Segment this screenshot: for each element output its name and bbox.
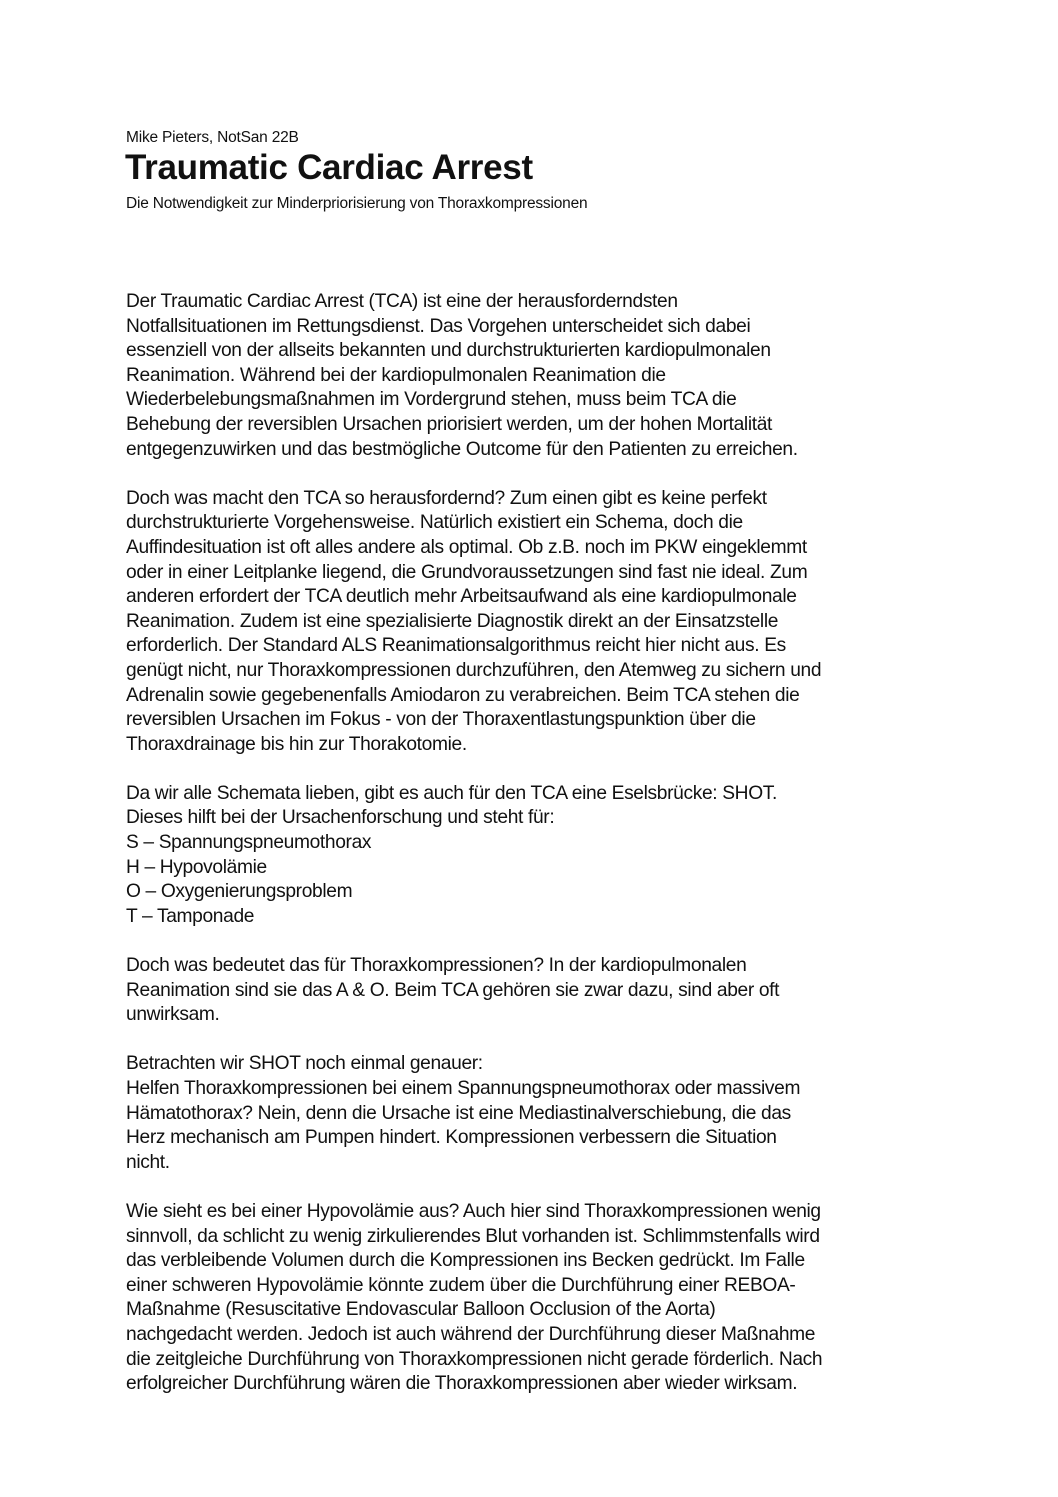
text-line: das verbleibende Volumen durch die Kompressionen ins Becken gedrückt. Im Falle	[126, 1250, 805, 1272]
text-line: nicht.	[126, 1151, 170, 1173]
text-line: Helfen Thoraxkompressionen bei einem Spannungspneumothorax oder massivem	[126, 1078, 801, 1099]
text-line: Hämatothorax? Nein, denn die Ursache ist eine Mediastinalverschiebung, die das	[126, 1102, 791, 1124]
text-line: Wie sieht es bei einer Hypovolämie aus? Auch hier sind Thoraxkompressionen wenig	[126, 1200, 821, 1222]
text-line: Der Traumatic Cardiac Arrest (TCA) ist eine der herausforderndsten	[126, 291, 678, 312]
document-subtitle: Die Notwendigkeit zur Minderpriorisierung von Thoraxkompressionen	[126, 195, 588, 212]
text-line: erforderlich. Der Standard ALS Reanimationsalgorithmus reicht hier nicht aus. Es	[126, 635, 786, 657]
text-line: einer schweren Hypovolämie könnte zudem über die Durchführung einer REBOA-	[126, 1274, 796, 1296]
text-line: Betrachten wir SHOT noch einmal genauer:	[126, 1053, 483, 1075]
text-line: Maßnahme (Resuscitative Endovascular Balloon Occlusion of the Aorta)	[126, 1299, 716, 1321]
shot-item-o: O – Oxygenierungsproblem	[126, 881, 353, 903]
text-line: Herz mechanisch am Pumpen hindert. Kompressionen verbessern die Situation	[126, 1127, 777, 1149]
shot-item-s: S – Spannungspneumothorax	[126, 832, 372, 854]
paragraph-shot-detail	[126, 1052, 946, 1175]
text-line: die zeitgleiche Durchführung von Thoraxkompressionen nicht gerade förderlich. Nach	[126, 1348, 823, 1370]
text-line: Da wir alle Schemata lieben, gibt es auch für den TCA eine Eselsbrücke: SHOT.	[126, 782, 777, 804]
text-line: reversiblen Ursachen im Fokus - von der Thoraxentlastungspunktion über die	[126, 709, 756, 731]
text-line: entgegenzuwirken und das bestmögliche Outcome für den Patienten zu erreichen.	[126, 438, 798, 460]
text-line: nachgedacht werden. Jedoch ist auch während der Durchführung dieser Maßnahme	[126, 1323, 816, 1345]
text-line: Thoraxdrainage bis hin zur Thorakotomie.	[126, 733, 467, 755]
text-line: Adrenalin sowie gegebenenfalls Amiodaron zu verabreichen. Beim TCA stehen die	[126, 684, 800, 706]
text-line: Doch was bedeutet das für Thoraxkompressionen? In der kardiopulmonalen	[126, 955, 747, 977]
text-line: anderen erfordert der TCA deutlich mehr Arbeitsaufwand als eine kardiopulmonale	[126, 586, 797, 608]
text-line: Reanimation. Zudem ist eine spezialisierte Diagnostik direkt an der Einsatzstelle	[126, 610, 779, 632]
author-line: Mike Pieters, NotSan 22B	[126, 129, 299, 146]
paragraph-challenges	[126, 487, 946, 758]
text-line: oder in einer Leitplanke liegend, die Grundvoraussetzungen sind fast nie ideal. Zum	[126, 561, 808, 583]
document-title: Traumatic Cardiac Arrest	[125, 148, 533, 187]
text-line: Reanimation. Während bei der kardiopulmonalen Reanimation die	[126, 364, 666, 386]
text-line: Dieses hilft bei der Ursachenforschung und steht für:	[126, 807, 555, 829]
text-line: unwirksam.	[126, 1004, 220, 1026]
paragraph-compressions	[126, 954, 946, 1028]
paragraph-shot-mnemonic	[126, 782, 946, 930]
text-line: essenziell von der allseits bekannten und durchstrukturierten kardiopulmonalen	[126, 340, 771, 362]
text-line: Notfallsituationen im Rettungsdienst. Das Vorgehen unterscheidet sich dabei	[126, 315, 751, 337]
text-line: Doch was macht den TCA so herausfordernd? Zum einen gibt es keine perfekt	[126, 487, 767, 509]
shot-item-h: H – Hypovolämie	[126, 856, 267, 878]
text-line: genügt nicht, nur Thoraxkompressionen durchzuführen, den Atemweg zu sichern und	[126, 659, 822, 681]
text-line: Auffindesituation ist oft alles andere als optimal. Ob z.B. noch im PKW eingeklemmt	[126, 536, 807, 558]
text-line: Behebung der reversiblen Ursachen priorisiert werden, um der hohen Mortalität	[126, 413, 773, 435]
document-body	[126, 290, 946, 1421]
text-line: sinnvoll, da schlicht zu wenig zirkulierendes Blut vorhanden ist. Schlimmstenfalls wird	[126, 1225, 820, 1247]
text-line: durchstrukturierte Vorgehensweise. Natürlich existiert ein Schema, doch die	[126, 512, 743, 534]
text-line: erfolgreicher Durchführung wären die Thoraxkompressionen aber wieder wirksam.	[126, 1373, 798, 1395]
text-line: Reanimation sind sie das A & O. Beim TCA gehören sie zwar dazu, sind aber oft	[126, 979, 780, 1001]
text-line: Wiederbelebungsmaßnahmen im Vordergrund stehen, muss beim TCA die	[126, 389, 737, 411]
paragraph-hypovolemia	[126, 1200, 946, 1397]
paragraph-intro	[126, 290, 946, 462]
shot-item-t: T – Tamponade	[126, 905, 255, 927]
